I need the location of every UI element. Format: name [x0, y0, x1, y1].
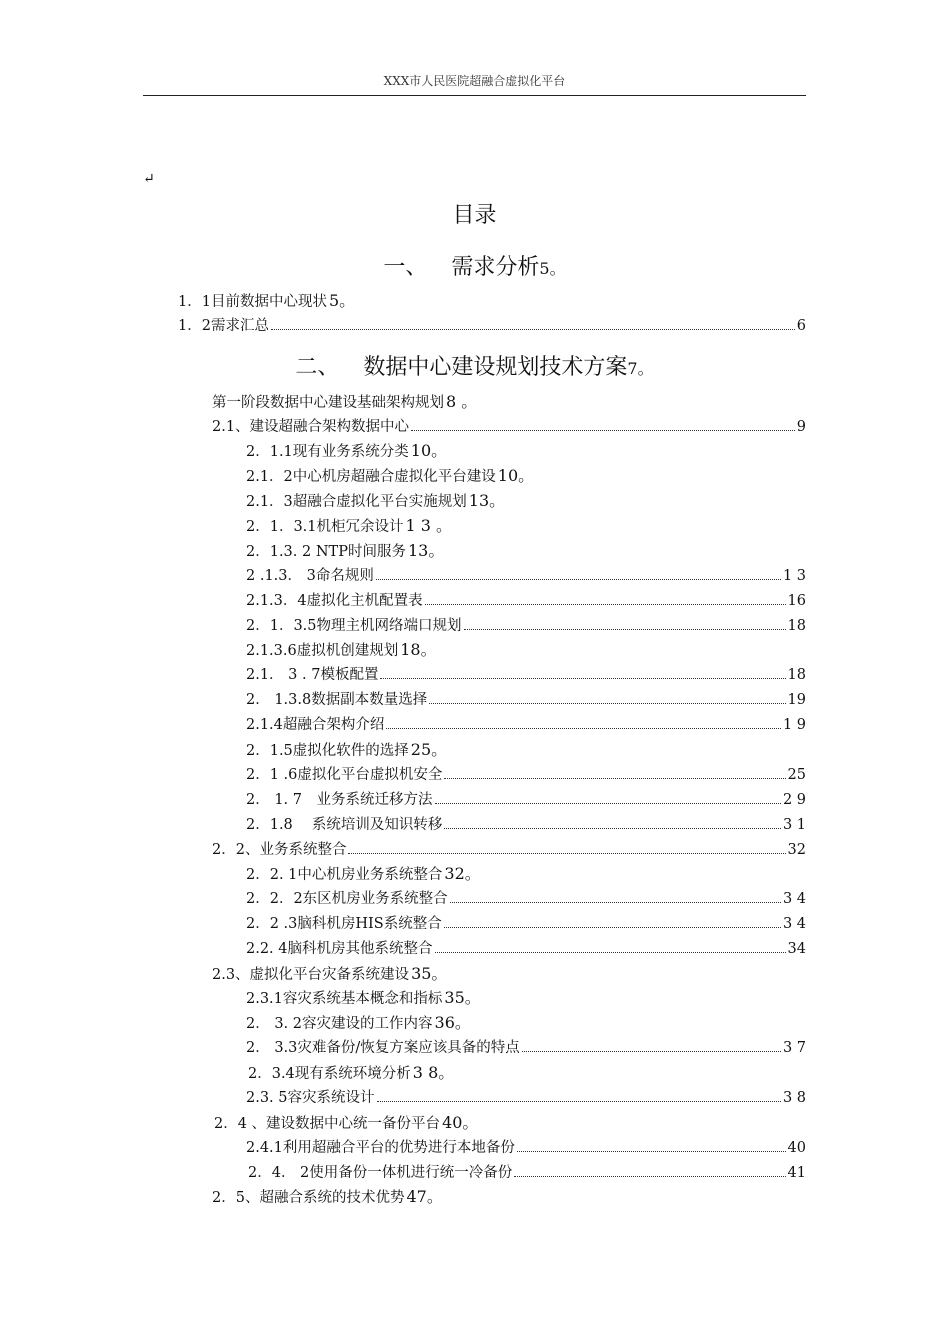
dot-leader: [348, 853, 785, 854]
toc-entry[interactable]: [212, 840, 806, 860]
dot-leader: [429, 703, 785, 704]
toc-entry[interactable]: [246, 441, 447, 461]
toc-entry-text: 2．1.1现有业务系统分类: [246, 444, 409, 460]
toc-entry[interactable]: [246, 1138, 806, 1158]
toc-entry-page: 40。: [442, 1113, 479, 1132]
dot-leader: [514, 1176, 785, 1177]
toc-entry-page: 25。: [410, 740, 448, 759]
toc-entry[interactable]: [246, 466, 534, 486]
toc-entry-text: 2.1.3．4虚拟化主机配置表: [246, 593, 423, 609]
toc-entry[interactable]: [248, 1063, 454, 1083]
toc-entry-text: 2.1．2中心机房超融合虚拟化平台建设: [246, 469, 496, 485]
toc-entry-text: 2．4 、建设数据中心统一备份平台: [214, 1116, 441, 1132]
dot-leader: [435, 803, 781, 804]
toc-entry-page: 25: [787, 767, 806, 783]
toc-entry[interactable]: [178, 291, 355, 311]
toc-entry[interactable]: [246, 690, 806, 710]
section-title: 需求分析: [451, 255, 540, 280]
toc-entry-page: 36。: [434, 1013, 471, 1032]
toc-entry[interactable]: [246, 1088, 806, 1108]
toc-entry-page: 1 9: [782, 717, 806, 733]
toc-entry-text: 2.1． 3 . 7模板配置: [246, 667, 379, 683]
toc-entry-text: 2.3. 5容灾系统设计: [246, 1090, 375, 1106]
toc-entry-page: 9: [796, 419, 806, 435]
toc-entry[interactable]: [246, 988, 481, 1008]
toc-entry-page: 13。: [407, 541, 445, 560]
toc-entry-text: 2．1 .6虚拟化平台虚拟机安全: [246, 767, 443, 783]
toc-section-2[interactable]: [143, 350, 806, 381]
toc-entry-page: 32: [787, 842, 806, 858]
toc-entry-page: 3 8。: [412, 1063, 455, 1082]
page-header: XXX市人民医院超融合虚拟化平台: [383, 74, 566, 88]
toc-entry[interactable]: [246, 815, 806, 835]
toc-entry[interactable]: [246, 640, 437, 660]
dot-leader: [380, 678, 785, 679]
toc-entry-text: 2.3.1容灾系统基本概念和指标: [246, 991, 443, 1007]
toc-entry[interactable]: [246, 516, 452, 536]
toc-entry[interactable]: [212, 1187, 443, 1207]
dot-leader: [271, 329, 795, 330]
toc-entry-page: 35。: [411, 964, 448, 983]
dot-leader: [435, 952, 786, 953]
toc-entry-text: 2.2. 4脑科机房其他系统整合: [246, 941, 433, 957]
paragraph-mark-icon: ↵: [143, 171, 155, 187]
toc-entry-text: 2.1．3超融合虚拟化平台实施规划: [246, 494, 467, 510]
toc-entry-text: 2.1.4超融合架构介绍: [246, 717, 385, 733]
toc-entry-page: 3 1: [782, 817, 806, 833]
toc-entry-page: 47。: [406, 1187, 443, 1206]
toc-entry-page: 13。: [468, 491, 506, 510]
toc-entry-page: 19: [787, 692, 806, 708]
dot-leader: [464, 629, 786, 630]
toc-title: 目录: [452, 203, 497, 228]
dot-leader: [411, 430, 795, 431]
toc-entry[interactable]: [246, 939, 806, 959]
dot-leader: [444, 828, 781, 829]
toc-entry-text: 2． 3. 2容灾建设的工作内容: [246, 1016, 433, 1032]
toc-entry-text: 2． 1. 7 业务系统迁移方法: [246, 792, 433, 808]
toc-entry-text: 2.3、虚拟化平台灾备系统建设: [212, 967, 410, 983]
dot-leader: [522, 1051, 781, 1052]
toc-entry-text: 2 .1.3． 3命名规则: [246, 568, 374, 584]
toc-entry[interactable]: [246, 616, 806, 636]
toc-entry-text: 2．3.4现有系统环境分析: [248, 1066, 411, 1082]
toc-entry[interactable]: [246, 864, 481, 884]
toc-entry-page: 3 4: [782, 916, 806, 932]
toc-entry-text: 2．1.5虚拟化软件的选择: [246, 743, 409, 759]
toc-entry-page: 1 3 。: [405, 516, 453, 535]
toc-entry-page: 10。: [497, 466, 535, 485]
dot-leader: [450, 902, 781, 903]
toc-entry[interactable]: [246, 740, 447, 760]
toc-entry-text: 2．2 .3脑科机房HIS系统整合: [246, 916, 442, 932]
toc-entry-page: 40: [787, 1140, 806, 1156]
toc-entry-text: 1．1目前数据中心现状: [178, 294, 327, 310]
toc-entry-text: 2．1.3. 2 NTP时间服务: [246, 544, 406, 560]
toc-entry-page: 41: [787, 1165, 806, 1181]
header-divider: [143, 95, 806, 96]
toc-entry-page: 10。: [410, 441, 448, 460]
toc-entry-page: 16: [787, 593, 806, 609]
toc-entry[interactable]: [246, 665, 806, 685]
toc-entry-text: 2．1．3.1机柜冗余设计: [246, 519, 404, 535]
toc-entry-text: 2．2、业务系统整合: [212, 842, 347, 858]
toc-entry-page: 6: [796, 318, 806, 334]
toc-entry[interactable]: [246, 591, 806, 611]
toc-entry-page: 18。: [400, 640, 437, 659]
toc-entry[interactable]: [246, 715, 806, 735]
toc-entry-page: 32。: [444, 864, 481, 883]
toc-entry[interactable]: [248, 1163, 806, 1183]
toc-entry-page: 35。: [444, 988, 481, 1007]
toc-entry-page: 8 。: [446, 392, 478, 411]
toc-entry-text: 1．2需求汇总: [178, 318, 269, 334]
toc-entry-text: 2． 3.3灾难备份/恢复方案应该具备的特点: [246, 1040, 520, 1056]
section-page: 5。: [539, 259, 566, 278]
toc-entry[interactable]: [246, 765, 806, 785]
toc-entry-text: 2．4． 2使用备份一体机进行统一冷备份: [248, 1165, 513, 1181]
toc-entry-page: 3 7: [782, 1040, 806, 1056]
toc-entry-text: 2.1.3.6虚拟机创建规划: [246, 643, 399, 659]
toc-entry[interactable]: [178, 316, 806, 336]
toc-entry[interactable]: [246, 1013, 471, 1033]
toc-entry[interactable]: [246, 1038, 806, 1058]
toc-entry[interactable]: [246, 790, 806, 810]
dot-leader: [444, 927, 781, 928]
toc-entry-text: 2.1、建设超融合架构数据中心: [212, 419, 410, 435]
section-page: 7。: [627, 359, 654, 378]
toc-entry[interactable]: [212, 392, 477, 412]
section-number: 二、: [295, 355, 340, 380]
toc-entry[interactable]: [214, 1113, 478, 1133]
toc-entry-page: 5。: [328, 291, 356, 310]
toc-entry-text: 2．1．3.5物理主机网络端口规划: [246, 618, 462, 634]
toc-entry-text: 第一阶段数据中心建设基础架构规划: [212, 395, 444, 411]
toc-entry[interactable]: [246, 914, 806, 934]
toc-entry[interactable]: [212, 417, 806, 437]
toc-entry-page: 3 8: [782, 1090, 806, 1106]
toc-entry-page: 3 4: [782, 891, 806, 907]
section-number: 一、: [383, 255, 428, 280]
toc-entry-text: 2．1.8 系统培训及知识转移: [246, 817, 443, 833]
dot-leader: [425, 604, 786, 605]
toc-entry[interactable]: [212, 964, 447, 984]
section-title: 数据中心建设规划技术方案: [363, 355, 628, 380]
toc-entry[interactable]: [246, 491, 505, 511]
toc-entry[interactable]: [246, 889, 806, 909]
toc-entry-page: 34: [787, 941, 806, 957]
dot-leader: [376, 579, 781, 580]
toc-entry-page: 18: [787, 667, 806, 683]
toc-entry-text: 2.4.1利用超融合平台的优势进行本地备份: [246, 1140, 515, 1156]
toc-entry-text: 2．5、超融合系统的技术优势: [212, 1190, 405, 1206]
toc-entry-text: 2．2. 1中心机房业务系统整合: [246, 867, 443, 883]
dot-leader: [386, 728, 781, 729]
toc-entry-page: 1 3: [782, 568, 806, 584]
dot-leader: [377, 1101, 781, 1102]
dot-leader: [444, 778, 785, 779]
toc-entry-text: 2．2．2东区机房业务系统整合: [246, 891, 448, 907]
toc-entry[interactable]: [246, 541, 444, 561]
toc-entry-page: 18: [787, 618, 806, 634]
toc-entry-page: 2 9: [782, 792, 806, 808]
toc-entry[interactable]: [246, 566, 806, 586]
toc-entry-text: 2． 1.3.8数据副本数量选择: [246, 692, 428, 708]
dot-leader: [517, 1151, 786, 1152]
toc-section-1[interactable]: [143, 250, 806, 281]
